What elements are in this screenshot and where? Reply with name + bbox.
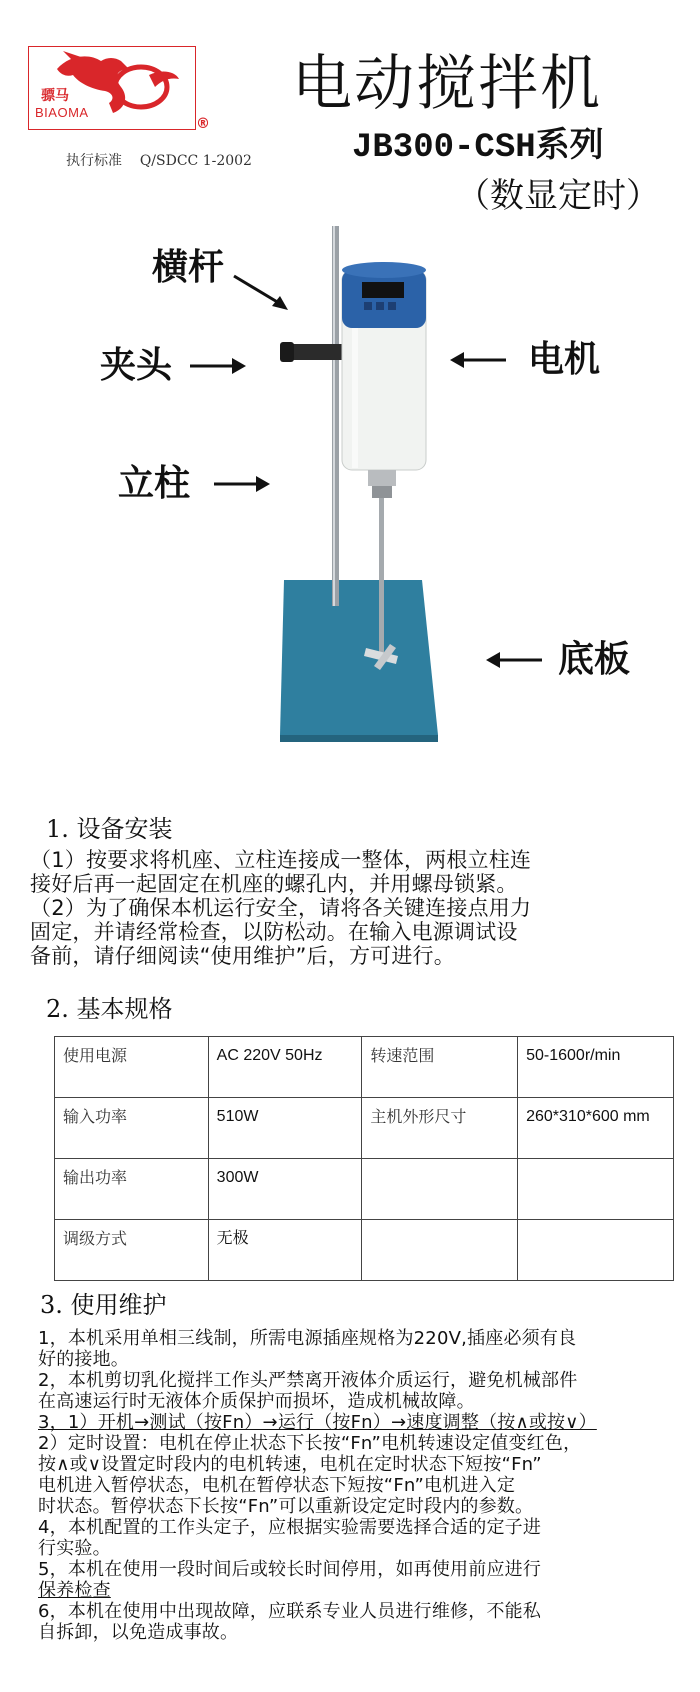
stirrer-illustration [240, 220, 480, 750]
standard-line [66, 150, 252, 170]
maint-line: 自拆卸，以免造成事故。 [38, 1622, 239, 1643]
label-base: 底板 [558, 639, 631, 680]
section1-heading: 1. 设备安装 [46, 815, 173, 843]
spec-value: 300W [208, 1159, 362, 1220]
registered-mark: ® [196, 116, 210, 132]
table-row [55, 1159, 674, 1220]
spec-key: 使用电源 [55, 1037, 209, 1098]
section1-line: （1）按要求将机座、立柱连接成一整体，两根立柱连 [30, 848, 532, 872]
section3-heading: 3. 使用维护 [40, 1291, 167, 1319]
motor-cap [342, 270, 426, 328]
section2-heading: 2. 基本规格 [46, 995, 173, 1023]
maint-line: 2）定时设置：电机在停止状态下长按“Fn”电机转速设定值变红色， [38, 1433, 582, 1454]
spec-key: 输出功率 [55, 1159, 209, 1220]
spec-key: 调级方式 [55, 1220, 209, 1281]
maint-line: 在高速运行时无液体介质保护而损坏，造成机械故障。 [38, 1391, 475, 1412]
label-clamp: 夹头 [100, 345, 173, 386]
spec-value: 510W [208, 1098, 362, 1159]
label-motor: 电机 [528, 339, 601, 380]
brand-name-en: BIAOMA [35, 105, 89, 120]
arrow-clamp-icon [188, 354, 248, 378]
spec-table [54, 1036, 674, 1281]
maint-line: 3，1）开机→测试（按Fn）→运行（按Fn）→速度调整（按∧或按∨） [38, 1412, 597, 1433]
maint-line: 2，本机剪切乳化搅拌工作头严禁离开液体介质运行，避免机械部件 [38, 1370, 578, 1391]
brand-logo [28, 46, 196, 130]
spec-key [362, 1220, 518, 1281]
base-plate [280, 580, 438, 735]
section1-line: 固定，并请经常检查，以防松动。在输入电源调试设 [30, 920, 518, 944]
section1-line: （2）为了确保本机运行安全，请将各关键连接点用力 [30, 896, 532, 920]
section1-body [30, 848, 531, 968]
standard-label: 执行标准 [66, 153, 122, 169]
label-crossbar: 横杆 [152, 247, 225, 288]
display-panel [362, 282, 404, 298]
label-column: 立柱 [118, 463, 191, 504]
maint-line: 6，本机在使用中出现故障，应联系专业人员进行维修，不能私 [38, 1601, 542, 1622]
product-title: 电动搅拌机 [292, 49, 602, 119]
product-model: JB300-CSH系列 [352, 129, 604, 167]
spec-value: 无极 [208, 1220, 362, 1281]
table-row [55, 1098, 674, 1159]
maint-line: 4，本机配置的工作头定子，应根据实验需要选择合适的定子进 [38, 1517, 542, 1538]
table-row [55, 1037, 674, 1098]
section1-line: 备前，请仔细阅读“使用维护”后，方可进行。 [30, 944, 455, 968]
maint-line: 5，本机在使用一段时间后或较长时间停用，如再使用前应进行 [38, 1559, 542, 1580]
spec-value [518, 1159, 674, 1220]
spec-key: 主机外形尺寸 [362, 1098, 518, 1159]
stirring-shaft [379, 498, 384, 658]
maint-line: 保养检查 [38, 1580, 111, 1601]
spec-value: 50-1600r/min [518, 1037, 674, 1098]
arrow-base-icon [484, 648, 544, 672]
maint-line: 行实验。 [38, 1538, 111, 1559]
spec-value: AC 220V 50Hz [208, 1037, 362, 1098]
spec-value: 260*310*600 mm [518, 1098, 674, 1159]
product-subtitle: （数显定时） [456, 176, 660, 216]
maint-line: 时状态。暂停状态下长按“Fn”可以重新设定定时段内的参数。 [38, 1496, 534, 1517]
table-row [55, 1220, 674, 1281]
brand-name-cn: 骠马 [41, 88, 69, 104]
section1-line: 接好后再一起固定在机座的螺孔内，并用螺母锁紧。 [30, 872, 518, 896]
spec-value [518, 1220, 674, 1281]
maint-line: 按∧或∨设置定时段内的电机转速，电机在定时状态下短按“Fn” [38, 1454, 542, 1475]
maint-line: 好的接地。 [38, 1349, 129, 1370]
spec-key [362, 1159, 518, 1220]
maint-line: 1，本机采用单相三线制，所需电源插座规格为220V,插座必须有良 [38, 1328, 577, 1349]
standard-code: Q/SDCC 1-2002 [139, 153, 252, 169]
maint-line: 电机进入暂停状态，电机在暂停状态下短按“Fn”电机进入定 [38, 1475, 516, 1496]
section3-body [38, 1328, 597, 1643]
spec-key: 输入功率 [55, 1098, 209, 1159]
spec-key: 转速范围 [362, 1037, 518, 1098]
